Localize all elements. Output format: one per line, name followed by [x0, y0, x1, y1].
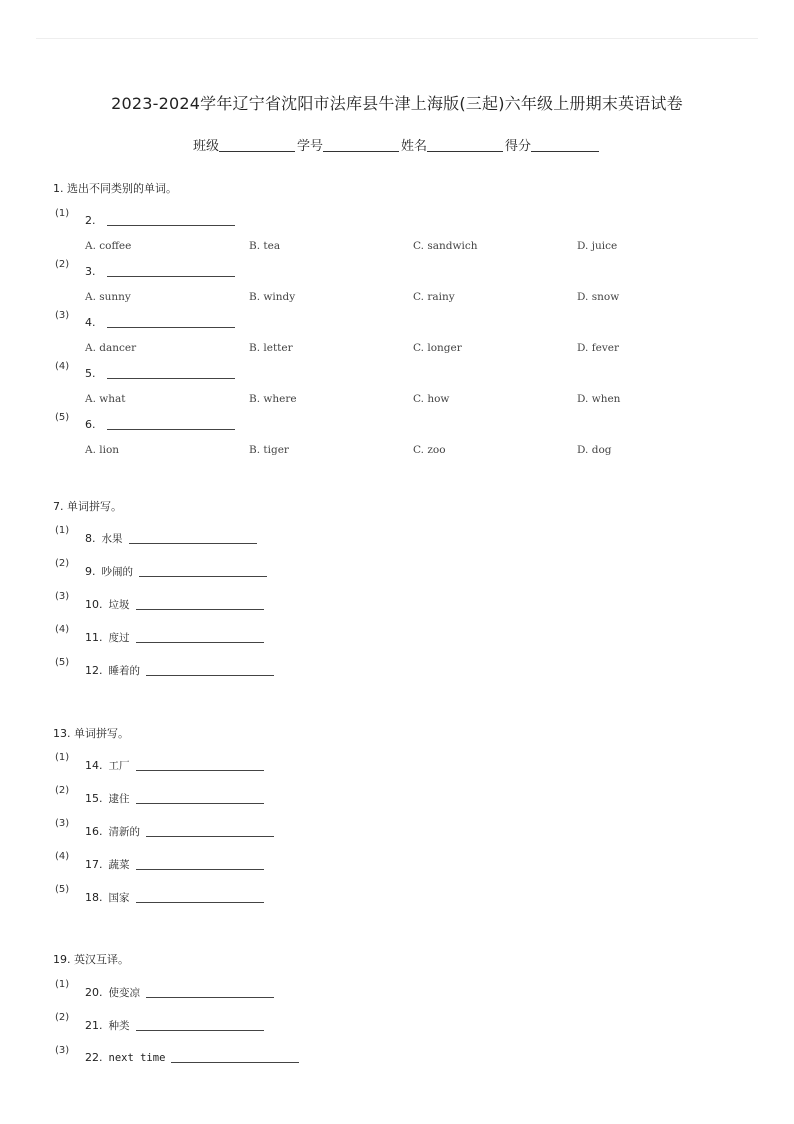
question-number: 6.: [85, 418, 96, 431]
question-number: 10.: [85, 598, 103, 611]
sub-question-marker: (5): [55, 412, 70, 423]
prompt-text: 蔬菜: [108, 859, 130, 871]
question-number: 12.: [85, 664, 103, 677]
answer-blank[interactable]: [107, 225, 235, 226]
question-number: 4.: [85, 316, 96, 329]
answer-blank[interactable]: [136, 1019, 264, 1031]
answer-blank[interactable]: [146, 664, 274, 676]
spelling-item: [85, 758, 264, 773]
answer-blank[interactable]: [171, 1051, 299, 1063]
option-a[interactable]: A. lion: [85, 444, 120, 456]
question-number: 5.: [85, 367, 96, 380]
answer-blank[interactable]: [139, 565, 267, 577]
translation-item: [85, 1051, 299, 1064]
score-field[interactable]: [531, 139, 599, 152]
option-d[interactable]: D. when: [577, 393, 621, 405]
sub-question-marker: (2): [55, 1012, 70, 1023]
score-label: 得分: [505, 139, 532, 154]
spelling-item: [85, 531, 257, 546]
answer-blank[interactable]: [107, 327, 235, 328]
question-heading: 1. 选出不同类别的单词。: [53, 182, 177, 195]
answer-blank[interactable]: [107, 276, 235, 277]
answer-blank[interactable]: [146, 825, 274, 837]
question-number: 8.: [85, 532, 96, 545]
question-number: 16.: [85, 825, 103, 838]
question-number: 11.: [85, 631, 103, 644]
question-number: 18.: [85, 891, 103, 904]
sub-question-marker: (2): [55, 259, 70, 270]
spelling-item: [85, 630, 264, 645]
spelling-item: [85, 890, 264, 905]
option-c[interactable]: C. zoo: [413, 444, 446, 456]
prompt-text: 种类: [108, 1020, 130, 1032]
class-field[interactable]: [219, 139, 295, 152]
spelling-item: [85, 597, 264, 612]
translation-item: [85, 1018, 264, 1033]
question-heading: 19. 英汉互译。: [53, 953, 129, 966]
question-number: 22.: [85, 1051, 103, 1064]
sub-question-marker: (2): [55, 558, 70, 569]
student-id-label: 学号: [296, 139, 323, 154]
class-label: 班级: [192, 139, 219, 154]
option-a[interactable]: A. dancer: [85, 342, 137, 354]
answer-blank[interactable]: [136, 792, 264, 804]
option-d[interactable]: D. dog: [577, 444, 612, 456]
spelling-item: [85, 564, 267, 579]
sub-question-marker: (5): [55, 657, 70, 668]
question-number: 14.: [85, 759, 103, 772]
answer-blank[interactable]: [146, 986, 274, 998]
option-b[interactable]: B. letter: [249, 342, 293, 354]
spelling-item: [85, 663, 274, 678]
prompt-text: 使变凉: [108, 987, 140, 999]
question-number: 20.: [85, 986, 103, 999]
prompt-text: 清新的: [108, 826, 140, 838]
option-c[interactable]: C. longer: [413, 342, 462, 354]
sub-question-marker: (1): [55, 208, 70, 219]
option-d[interactable]: D. fever: [577, 342, 619, 354]
translation-item: [85, 985, 274, 1000]
option-b[interactable]: B. tiger: [249, 444, 289, 456]
answer-blank[interactable]: [107, 429, 235, 430]
sub-question-marker: (2): [55, 785, 70, 796]
question-heading: 13. 单词拼写。: [53, 727, 129, 740]
answer-blank[interactable]: [136, 759, 264, 771]
prompt-text: 睡着的: [108, 665, 140, 677]
sub-question-marker: (4): [55, 851, 70, 862]
sub-question-marker: (1): [55, 752, 70, 763]
option-c[interactable]: C. how: [413, 393, 450, 405]
answer-blank[interactable]: [136, 598, 264, 610]
option-b[interactable]: B. tea: [249, 240, 281, 252]
sub-question-marker: (3): [55, 310, 70, 321]
sub-question-marker: (4): [55, 361, 70, 372]
page-top-divider: [36, 38, 758, 39]
spelling-item: [85, 824, 274, 839]
question-number: 21.: [85, 1019, 103, 1032]
sub-question-marker: (3): [55, 818, 70, 829]
student-id-field[interactable]: [323, 139, 399, 152]
name-label: 姓名: [401, 139, 428, 154]
option-a[interactable]: A. sunny: [85, 291, 131, 303]
spelling-item: [85, 857, 264, 872]
answer-blank[interactable]: [136, 858, 264, 870]
exam-title: 2023-2024学年辽宁省沈阳市法库县牛津上海版(三起)六年级上册期末英语试卷: [111, 94, 683, 113]
answer-blank[interactable]: [107, 378, 235, 379]
answer-blank[interactable]: [129, 532, 257, 544]
student-info-line: [0, 135, 794, 154]
option-b[interactable]: B. windy: [249, 291, 296, 303]
sub-question-marker: (5): [55, 884, 70, 895]
sub-question-marker: (1): [55, 979, 70, 990]
prompt-text: 吵闹的: [101, 566, 133, 578]
sub-question-marker: (1): [55, 525, 70, 536]
option-d[interactable]: D. snow: [577, 291, 620, 303]
question-number: 3.: [85, 265, 96, 278]
sub-question-marker: (3): [55, 1045, 70, 1056]
prompt-text: 度过: [108, 632, 130, 644]
prompt-text: 水果: [101, 533, 123, 545]
question-number: 2.: [85, 214, 96, 227]
answer-blank[interactable]: [136, 631, 264, 643]
option-d[interactable]: D. juice: [577, 240, 618, 252]
option-c[interactable]: C. sandwich: [413, 240, 478, 252]
answer-blank[interactable]: [136, 891, 264, 903]
prompt-text: 工厂: [108, 760, 130, 772]
prompt-text: 国家: [108, 892, 130, 904]
option-a[interactable]: A. what: [85, 393, 126, 405]
question-number: 9.: [85, 565, 96, 578]
option-a[interactable]: A. coffee: [85, 240, 132, 252]
sub-question-marker: (4): [55, 624, 70, 635]
prompt-text: 逮住: [108, 793, 130, 805]
option-b[interactable]: B. where: [249, 393, 297, 405]
name-field[interactable]: [427, 139, 503, 152]
prompt-text: 垃圾: [108, 599, 130, 611]
option-c[interactable]: C. rainy: [413, 291, 455, 303]
question-heading: 7. 单词拼写。: [53, 500, 122, 513]
sub-question-marker: (3): [55, 591, 70, 602]
question-number: 17.: [85, 858, 103, 871]
prompt-text: next time: [108, 1052, 166, 1064]
spelling-item: [85, 791, 264, 806]
question-number: 15.: [85, 792, 103, 805]
